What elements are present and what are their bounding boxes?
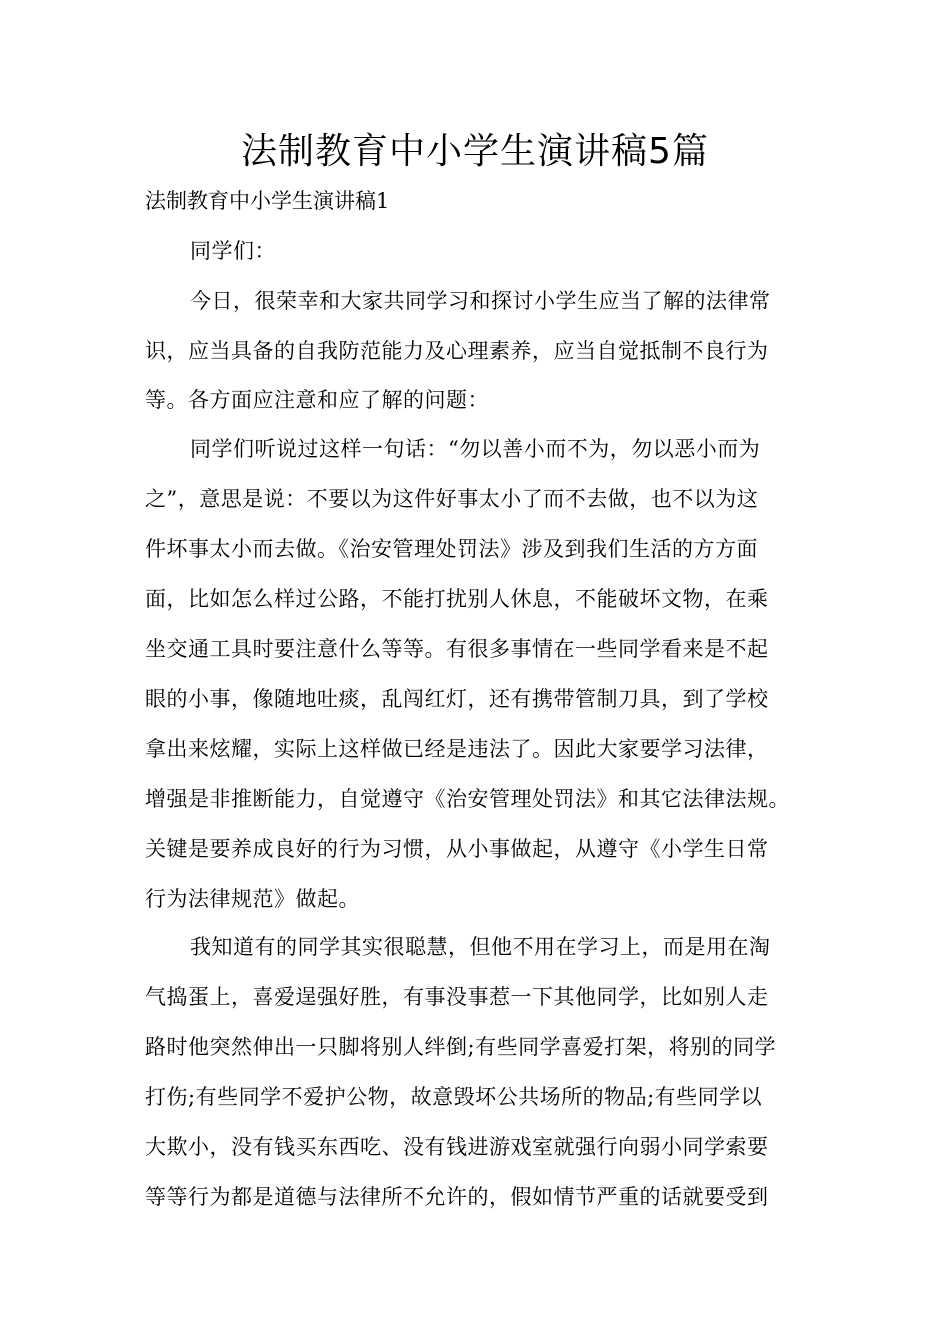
paragraph-line: 坐交通工具时要注意什么等等。有很多事情在一些同学看来是不起	[145, 637, 769, 661]
paragraph-line: 同学们：	[190, 239, 276, 263]
paragraph-line: 打伤;有些同学不爱护公物，故意毁坏公共场所的物品;有些同学以	[145, 1085, 763, 1109]
paragraph-line: 增强是非推断能力，自觉遵守《治安管理处罚法》和其它法律法规。	[145, 787, 790, 811]
paragraph-line: 之”，意思是说：不要以为这件好事太小了而不去做，也不以为这	[145, 487, 759, 511]
paragraph-line: 件坏事太小而去做。《治安管理处罚法》涉及到我们生活的方方面	[145, 537, 758, 561]
paragraph-line: 等。各方面应注意和应了解的问题：	[145, 388, 489, 412]
document-title: 法制教育中小学生演讲稿5篇	[241, 131, 709, 172]
paragraph-line: 路时他突然伸出一只脚将别人绊倒;有些同学喜爱打架，将别的同学	[145, 1035, 777, 1059]
paragraph-line: 大欺小，没有钱买东西吃、没有钱进游戏室就强行向弱小同学索要	[145, 1135, 769, 1159]
paragraph-line: 面，比如怎么样过公路，不能打扰别人休息，不能破坏文物，在乘	[145, 587, 769, 611]
paragraph-line: 识，应当具备的自我防范能力及心理素养，应当自觉抵制不良行为	[145, 339, 769, 363]
paragraph-line: 等等行为都是道德与法律所不允许的，假如情节严重的话就要受到	[145, 1185, 769, 1209]
paragraph-line: 关键是要养成良好的行为习惯，从小事做起，从遵守《小学生日常	[145, 837, 769, 861]
section-heading: 法制教育中小学生演讲稿1	[145, 189, 390, 213]
paragraph-line: 今日，很荣幸和大家共同学习和探讨小学生应当了解的法律常	[190, 289, 771, 313]
paragraph-line: 气捣蛋上，喜爱逞强好胜，有事没事惹一下其他同学，比如别人走	[145, 985, 769, 1009]
paragraph-line: 行为法律规范》做起。	[145, 887, 360, 911]
paragraph-line: 眼的小事，像随地吐痰，乱闯红灯，还有携带管制刀具，到了学校	[145, 687, 769, 711]
paragraph-line: 拿出来炫耀，实际上这样做已经是违法了。因此大家要学习法律，	[145, 737, 769, 761]
paragraph-line: 我知道有的同学其实很聪慧，但他不用在学习上，而是用在淘	[190, 935, 771, 959]
paragraph-line: 同学们听说过这样一句话：“勿以善小而不为，勿以恶小而为	[190, 437, 761, 461]
